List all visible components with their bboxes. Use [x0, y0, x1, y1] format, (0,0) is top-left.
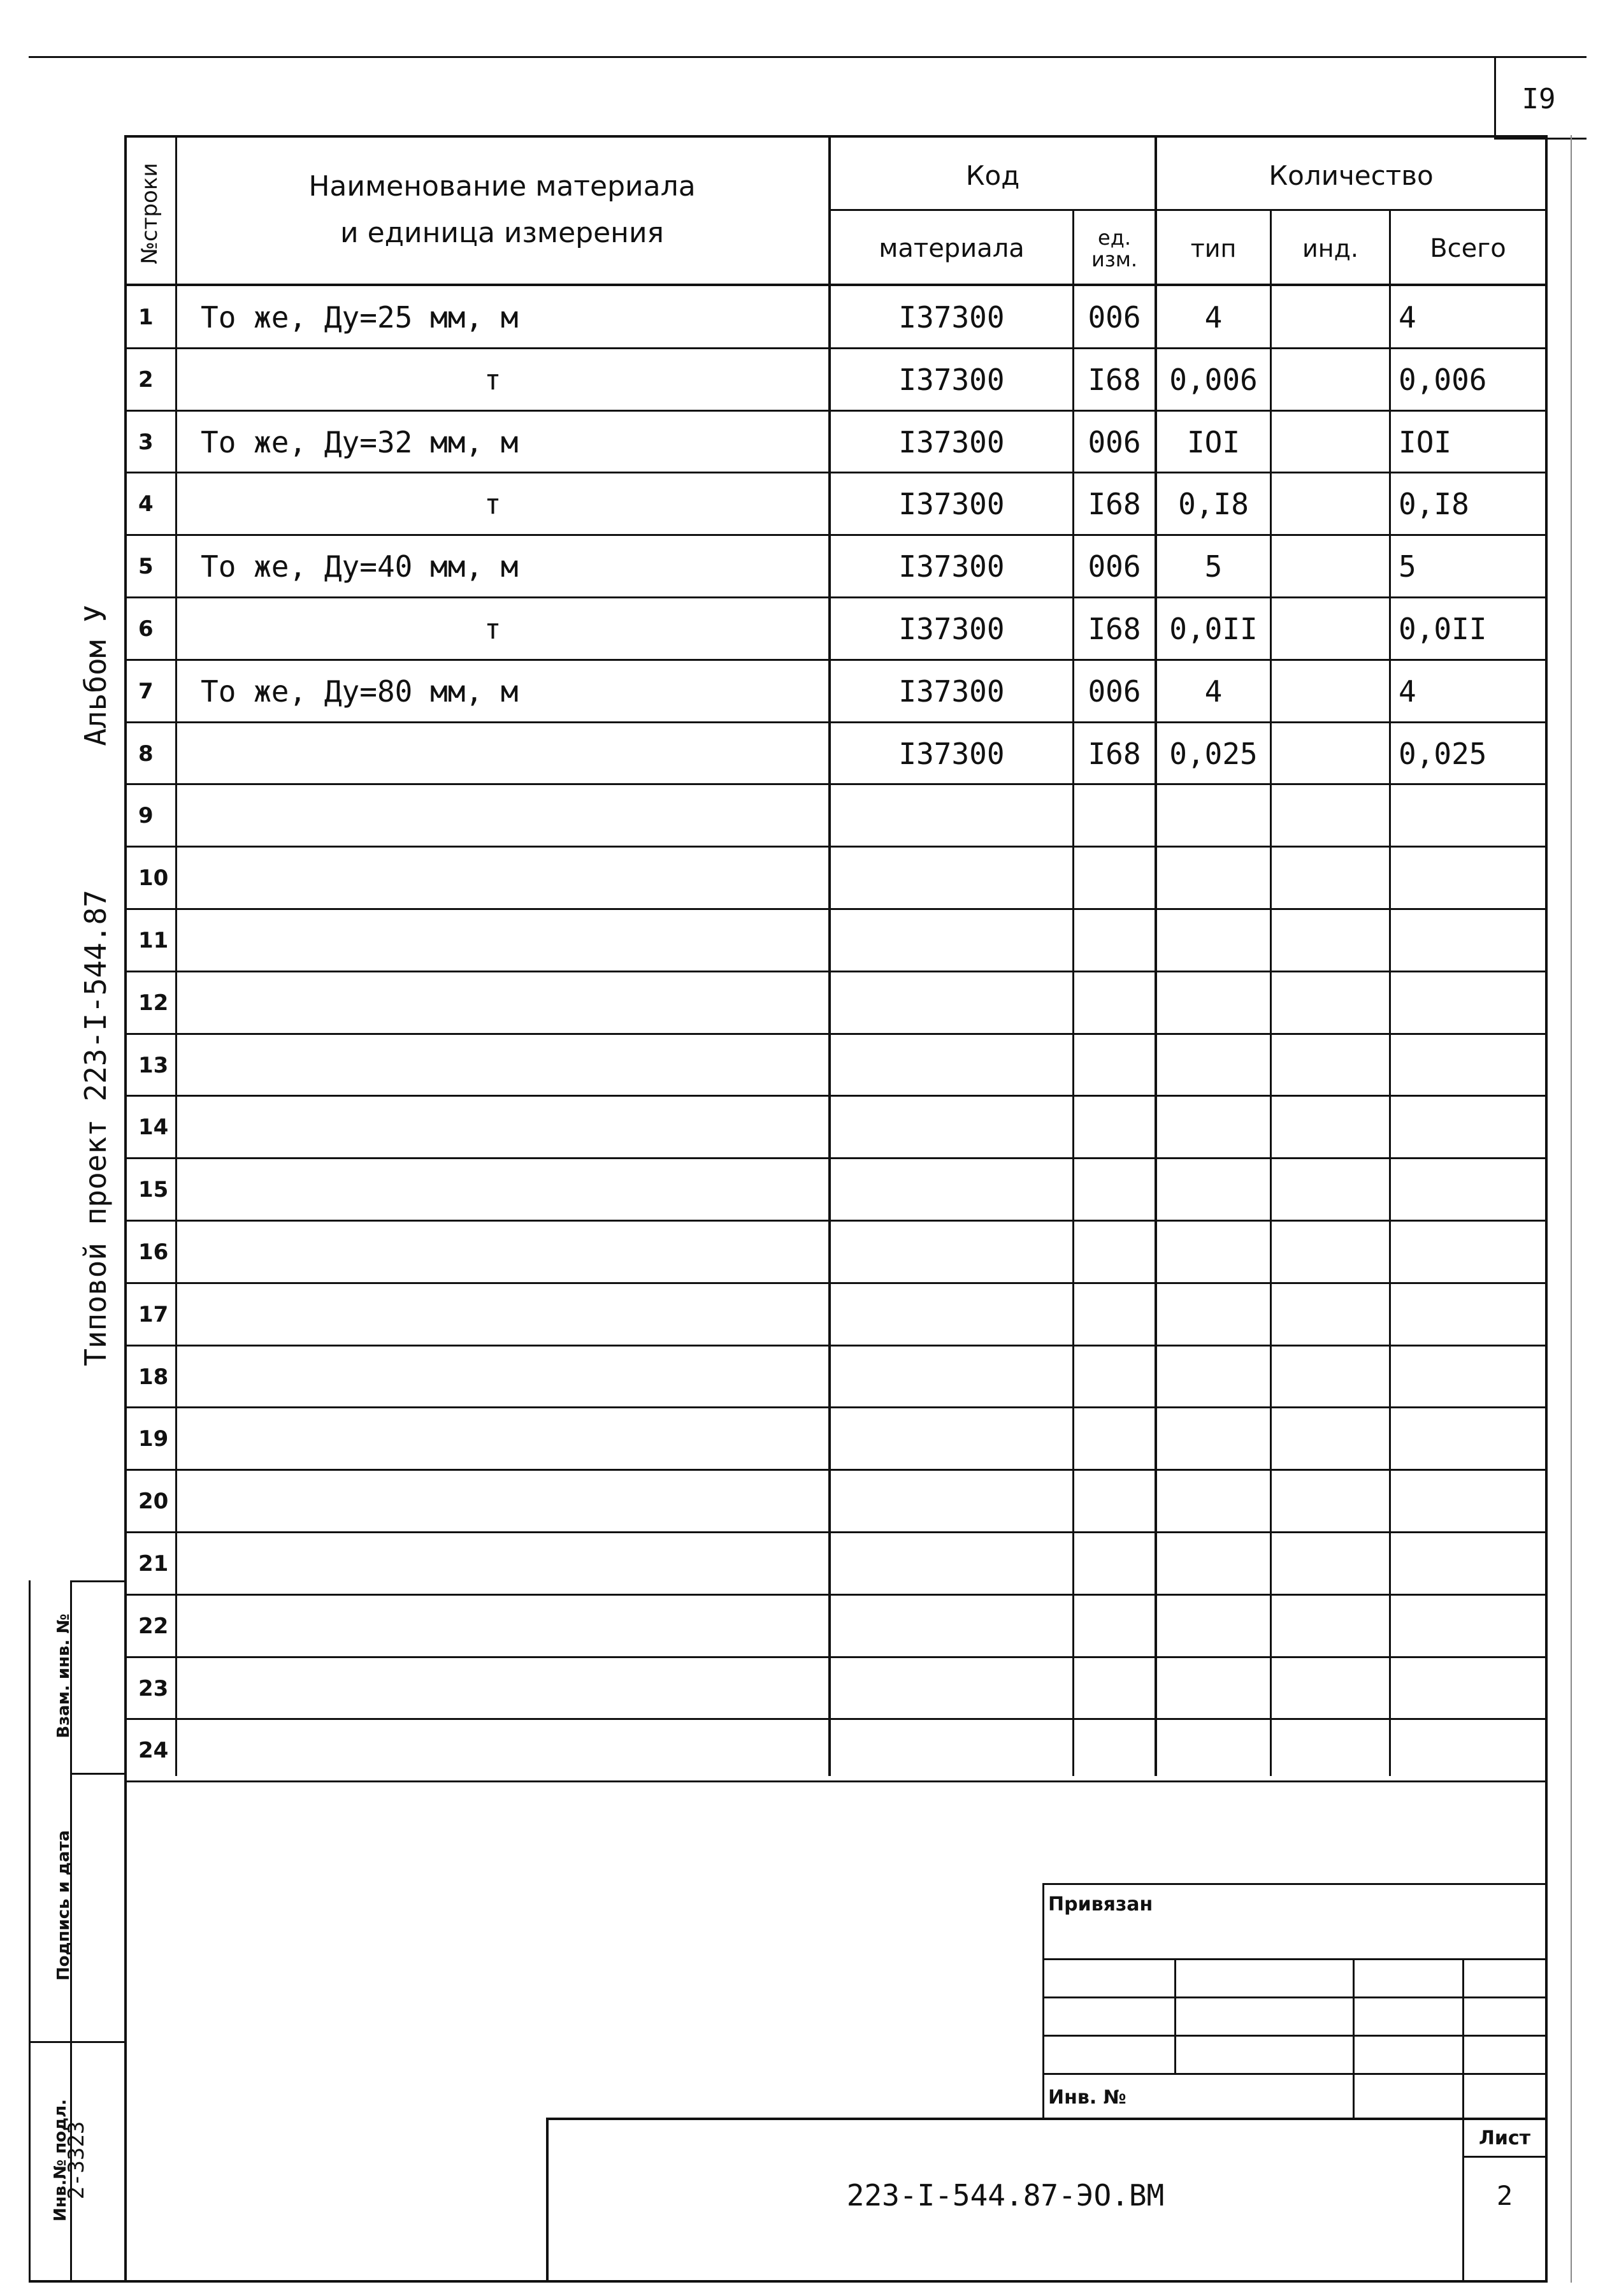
row-total: [1399, 972, 1545, 1034]
row-ind: [1272, 1283, 1389, 1346]
row-number: 10: [138, 865, 169, 891]
row-code: [831, 1657, 1072, 1720]
row-tip: [1157, 1533, 1270, 1595]
row-number: 1: [138, 305, 154, 330]
row-tip: 4: [1204, 300, 1223, 335]
row-ind: [1272, 535, 1389, 598]
row-number: 11: [138, 928, 169, 953]
header-quantity: Количество: [1269, 159, 1434, 191]
row-code: [831, 972, 1072, 1034]
row-tip: 0,025: [1169, 737, 1258, 771]
row-number: 4: [138, 491, 154, 517]
row-number: 17: [138, 1302, 169, 1327]
row-number: 15: [138, 1177, 169, 1202]
row-tip: [1157, 972, 1270, 1034]
row-tip: [1157, 1657, 1270, 1720]
stamp-grid-h3: [1042, 2035, 1547, 2037]
row-total: 4: [1399, 300, 1416, 335]
row-name: То же, Ду=40 мм, м: [201, 549, 519, 584]
row-number: 2: [138, 367, 154, 393]
side-project-title: Типовой проект 223-I-544.87: [78, 890, 113, 1366]
stamp-sheet-label: Лист: [1478, 2126, 1531, 2149]
row-tip: [1157, 1346, 1270, 1408]
row-total: 0,006: [1399, 363, 1487, 397]
row-total: IOI: [1399, 425, 1452, 459]
stamp-document-code: 223-I-544.87-ЭО.ВМ: [846, 2178, 1165, 2213]
row-number: 5: [138, 554, 154, 579]
row-name: То же, Ду=80 мм, м: [201, 674, 519, 709]
row-unit: [1074, 847, 1155, 909]
stamp-privyazan-label: Привязан: [1048, 1893, 1153, 1916]
row-number: 18: [138, 1364, 169, 1390]
row-ind: [1272, 598, 1389, 660]
row-code: I37300: [898, 612, 1005, 646]
row-tip: [1157, 1595, 1270, 1657]
row-number: 13: [138, 1053, 169, 1078]
row-name: [201, 1533, 825, 1595]
row-total: [1399, 1595, 1545, 1657]
row-unit: [1074, 1470, 1155, 1533]
side-vzam-label: Взам. инв. №: [54, 1614, 73, 1738]
side-box-outer: [29, 1580, 31, 2281]
row-ind: [1272, 1470, 1389, 1533]
row-code: I37300: [898, 549, 1005, 584]
header-material: материала: [879, 234, 1025, 263]
row-name: [201, 1470, 825, 1533]
row-tip: [1157, 1221, 1270, 1283]
row-code: [831, 909, 1072, 972]
row-number: 8: [138, 741, 154, 767]
row-unit: [1074, 1657, 1155, 1720]
row-tip: IOI: [1186, 425, 1241, 459]
header-name-line2: и единица измерения: [340, 216, 665, 249]
page-number: I9: [1522, 82, 1556, 115]
row-total: [1399, 1346, 1545, 1408]
row-number: 19: [138, 1426, 169, 1452]
row-total: [1399, 1034, 1545, 1097]
row-name: [201, 972, 825, 1034]
row-number: 14: [138, 1115, 169, 1140]
row-tip: [1157, 784, 1270, 847]
stamp-grid-h4: [1042, 2073, 1547, 2075]
side-inv-podl-value: 2-3323: [64, 2121, 89, 2200]
row-code: [831, 1719, 1072, 1782]
row-name: [201, 784, 825, 847]
row-ind: [1272, 1221, 1389, 1283]
row-code: [831, 847, 1072, 909]
row-ind: [1272, 1657, 1389, 1720]
row-code: [831, 784, 1072, 847]
side-podpis-label: Подпись и дата: [54, 1830, 73, 1981]
row-ind: [1272, 1533, 1389, 1595]
row-name: [201, 1346, 825, 1408]
row-name: [201, 723, 825, 785]
row-number: 3: [138, 430, 154, 455]
frame-bottom: [29, 2280, 1548, 2283]
row-ind: [1272, 723, 1389, 785]
row-code: I37300: [898, 487, 1005, 521]
row-unit: [1074, 909, 1155, 972]
row-name: [201, 1221, 825, 1283]
side-inv-podl-label: Инв.№ подл.: [51, 2098, 70, 2222]
stamp-grid-h1: [1042, 1958, 1547, 1960]
row-number: 16: [138, 1239, 169, 1265]
row-unit: I68: [1088, 737, 1141, 771]
header-ind: инд.: [1302, 235, 1358, 263]
row-code: [831, 1346, 1072, 1408]
row-total: [1399, 909, 1545, 972]
row-number: 6: [138, 616, 154, 642]
row-tip: [1157, 1096, 1270, 1159]
frame-right: [1545, 135, 1548, 2283]
row-ind: [1272, 1719, 1389, 1782]
row-number: 21: [138, 1551, 169, 1577]
top-rule: [29, 56, 1587, 58]
row-tip: 5: [1204, 549, 1223, 584]
row-name: [201, 1657, 825, 1720]
row-number: 9: [138, 803, 154, 828]
row-unit: 006: [1088, 425, 1141, 459]
stamp-main-top: [546, 2118, 1547, 2120]
row-ind: [1272, 411, 1389, 473]
row-name: [201, 1034, 825, 1097]
row-unit: [1074, 1719, 1155, 1782]
row-tip: [1157, 847, 1270, 909]
row-tip: [1157, 909, 1270, 972]
row-tip: [1157, 1408, 1270, 1470]
row-total: [1399, 1221, 1545, 1283]
row-ind: [1272, 473, 1389, 535]
row-tip: 0,0II: [1169, 612, 1258, 646]
header-mid-line: [828, 209, 1547, 211]
row-number: 24: [138, 1738, 169, 1763]
row-name: То же, Ду=25 мм, м: [201, 300, 519, 335]
row-unit: [1074, 1221, 1155, 1283]
row-total: 4: [1399, 674, 1416, 709]
row-total: [1399, 1159, 1545, 1221]
row-tip: 0,006: [1169, 363, 1258, 397]
row-ind: [1272, 1159, 1389, 1221]
row-unit: 006: [1088, 549, 1141, 584]
row-code: I37300: [898, 425, 1005, 459]
row-ind: [1272, 909, 1389, 972]
row-unit: [1074, 1159, 1155, 1221]
row-code: [831, 1159, 1072, 1221]
row-name: т: [484, 612, 501, 646]
row-ind: [1272, 349, 1389, 411]
stamp-grid-v2: [1353, 1958, 1355, 2120]
side-box-div2: [70, 2041, 126, 2043]
side-box-bottom-left: [29, 2041, 72, 2043]
side-album-title: Альбом У: [78, 605, 113, 746]
row-number: 20: [138, 1489, 169, 1514]
row-code: [831, 1283, 1072, 1346]
row-ind: [1272, 1595, 1389, 1657]
row-unit: I68: [1088, 363, 1141, 397]
row-unit: [1074, 972, 1155, 1034]
stamp-privyazan-left: [1042, 1883, 1044, 2120]
row-unit: 006: [1088, 674, 1141, 709]
row-unit: [1074, 1533, 1155, 1595]
row-tip: [1157, 1159, 1270, 1221]
row-ind: [1272, 1096, 1389, 1159]
row-unit: [1074, 1346, 1155, 1408]
row-name: [201, 1283, 825, 1346]
row-ind: [1272, 847, 1389, 909]
stamp-privyazan-top: [1042, 1883, 1547, 1885]
side-box-top: [70, 1580, 126, 1582]
row-code: I37300: [898, 674, 1005, 709]
row-name: т: [484, 363, 501, 396]
row-tip: [1157, 1034, 1270, 1097]
row-name: То же, Ду=32 мм, м: [201, 425, 519, 459]
row-unit: I68: [1088, 612, 1141, 646]
row-tip: [1157, 1283, 1270, 1346]
row-ind: [1272, 286, 1389, 349]
row-code: [831, 1221, 1072, 1283]
page-number-box-left: [1494, 56, 1496, 139]
frame-top: [124, 135, 1548, 138]
row-unit: 006: [1088, 300, 1141, 335]
row-name: [201, 1408, 825, 1470]
row-total: 0,025: [1399, 737, 1487, 771]
row-total: [1399, 1533, 1545, 1595]
side-strip-right-dotted: [1571, 135, 1572, 2283]
row-name: [201, 1159, 825, 1221]
row-code: [831, 1533, 1072, 1595]
row-name: [201, 1719, 825, 1782]
row-total: [1399, 1657, 1545, 1720]
row-unit: [1074, 784, 1155, 847]
col-line-ind: [1389, 210, 1391, 1776]
header-total: Всего: [1430, 234, 1506, 263]
row-code: [831, 1595, 1072, 1657]
row-total: 0,I8: [1399, 487, 1469, 521]
row-ind: [1272, 972, 1389, 1034]
row-code: I37300: [898, 737, 1005, 771]
header-kod: Код: [965, 159, 1020, 191]
row-total: [1399, 1408, 1545, 1470]
row-tip: 0,I8: [1178, 487, 1249, 521]
side-box-div1: [70, 1773, 126, 1775]
row-name: [201, 1595, 825, 1657]
row-name: т: [484, 487, 501, 521]
row-code: [831, 1470, 1072, 1533]
row-total: 5: [1399, 549, 1416, 584]
page-number-box-bottom: [1494, 138, 1587, 140]
row-total: [1399, 1719, 1545, 1782]
row-unit: [1074, 1595, 1155, 1657]
stamp-sheet-number: 2: [1496, 2179, 1513, 2211]
row-unit: I68: [1088, 487, 1141, 521]
row-tip: [1157, 1719, 1270, 1782]
row-code: [831, 1096, 1072, 1159]
row-code: I37300: [898, 300, 1005, 335]
row-unit: [1074, 1283, 1155, 1346]
row-total: [1399, 1283, 1545, 1346]
row-total: [1399, 1096, 1545, 1159]
row-ind: [1272, 784, 1389, 847]
row-code: [831, 1408, 1072, 1470]
stamp-grid-v1: [1174, 1958, 1176, 2073]
row-unit: [1074, 1096, 1155, 1159]
header-tip: тип: [1190, 235, 1237, 263]
row-number: 22: [138, 1614, 169, 1639]
row-code: [831, 1034, 1072, 1097]
row-code: I37300: [898, 363, 1005, 397]
frame-left: [124, 135, 127, 2283]
row-total: [1399, 1470, 1545, 1533]
stamp-grid-h2: [1042, 1996, 1547, 1998]
row-ind: [1272, 1346, 1389, 1408]
row-tip: [1157, 1470, 1270, 1533]
row-unit: [1074, 1034, 1155, 1097]
row-tip: 4: [1204, 674, 1223, 709]
row-number: 12: [138, 990, 169, 1016]
row-ind: [1272, 1408, 1389, 1470]
header-name-line1: Наименование материала: [308, 170, 696, 203]
row-total: [1399, 784, 1545, 847]
header-unit: ед. изм.: [1091, 226, 1138, 271]
row-number: 7: [138, 679, 154, 704]
header-row-number: №строки: [137, 162, 162, 264]
row-total: 0,0II: [1399, 612, 1487, 646]
row-name: [201, 1096, 825, 1159]
row-name: [201, 909, 825, 972]
row-total: [1399, 847, 1545, 909]
row-ind: [1272, 660, 1389, 723]
row-ind: [1272, 1034, 1389, 1097]
stamp-inv-no-label: Инв. №: [1048, 2086, 1126, 2109]
stamp-sheet-divider: [1462, 2156, 1547, 2158]
row-name: [201, 847, 825, 909]
row-unit: [1074, 1408, 1155, 1470]
row-number: 23: [138, 1676, 169, 1701]
